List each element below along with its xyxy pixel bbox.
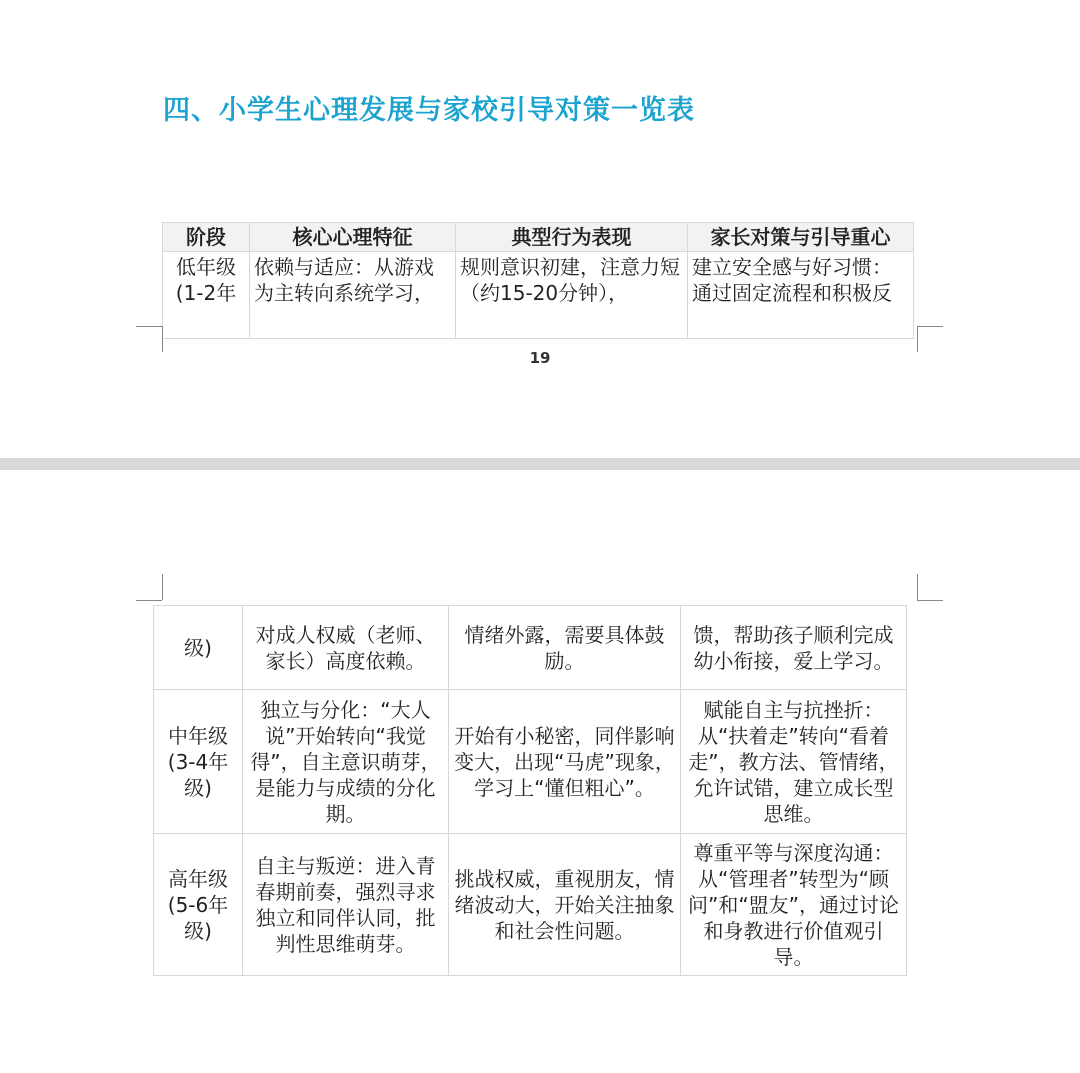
cell-stage: 级) [154,606,243,690]
crop-mark [162,574,163,600]
header-feature: 核心心理特征 [250,223,456,252]
cell-stage: 低年级 (1-2年 [175,255,237,305]
cell-strategy: 赋能自主与抗挫折：从“扶着走”转向“看着走”，教方法、管情绪，允许试错，建立成长型思维。 [681,690,907,834]
table-row [163,252,914,339]
cell-behavior: 规则意识初建，注意力短（约15-20分钟）， [460,255,680,305]
crop-mark [136,600,162,601]
cell-behavior: 开始有小秘密，同伴影响变大，出现“马虎”现象，学习上“懂但粗心”。 [449,690,681,834]
document-title: 四、小学生心理发展与家校引导对策一览表 [163,95,695,126]
cell-feature: 独立与分化：“大人说”开始转向“我觉得”，自主意识萌芽，是能力与成绩的分化期。 [243,690,449,834]
cell-strategy: 尊重平等与深度沟通：从“管理者”转型为“顾问”和“盟友”，通过讨论和身教进行价值观引导。 [681,834,907,976]
table-page-2 [153,605,907,976]
cell-strategy: 馈，帮助孩子顺利完成幼小衔接，爱上学习。 [681,606,907,690]
crop-mark [917,600,943,601]
table-row [154,690,907,834]
cell-feature: 自主与叛逆：进入青春期前奏，强烈寻求独立和同伴认同，批判性思维萌芽。 [243,834,449,976]
page-separator [0,458,1080,470]
table-row [154,606,907,690]
header-stage: 阶段 [163,223,250,252]
cell-feature: 对成人权威（老师、家长）高度依赖。 [243,606,449,690]
crop-mark [917,326,918,352]
cell-behavior: 挑战权威，重视朋友，情绪波动大，开始关注抽象和社会性问题。 [449,834,681,976]
table-page-1 [162,222,914,339]
table-row [154,834,907,976]
crop-mark [162,326,163,352]
header-strategy: 家长对策与引导重心 [688,223,914,252]
crop-mark [917,326,943,327]
cell-strategy: 建立安全感与好习惯：通过固定流程和积极反 [692,255,892,305]
crop-mark [917,574,918,600]
cell-stage: 中年级 (3-4年级) [154,690,243,834]
page-number: 19 [529,349,551,367]
header-behavior: 典型行为表现 [456,223,688,252]
crop-mark [136,326,162,327]
table-header-row [163,223,914,252]
cell-feature: 依赖与适应：从游戏为主转向系统学习， [254,255,434,305]
cell-behavior: 情绪外露，需要具体鼓励。 [449,606,681,690]
document-page-top [0,0,1080,458]
cell-stage: 高年级 (5-6年级) [154,834,243,976]
